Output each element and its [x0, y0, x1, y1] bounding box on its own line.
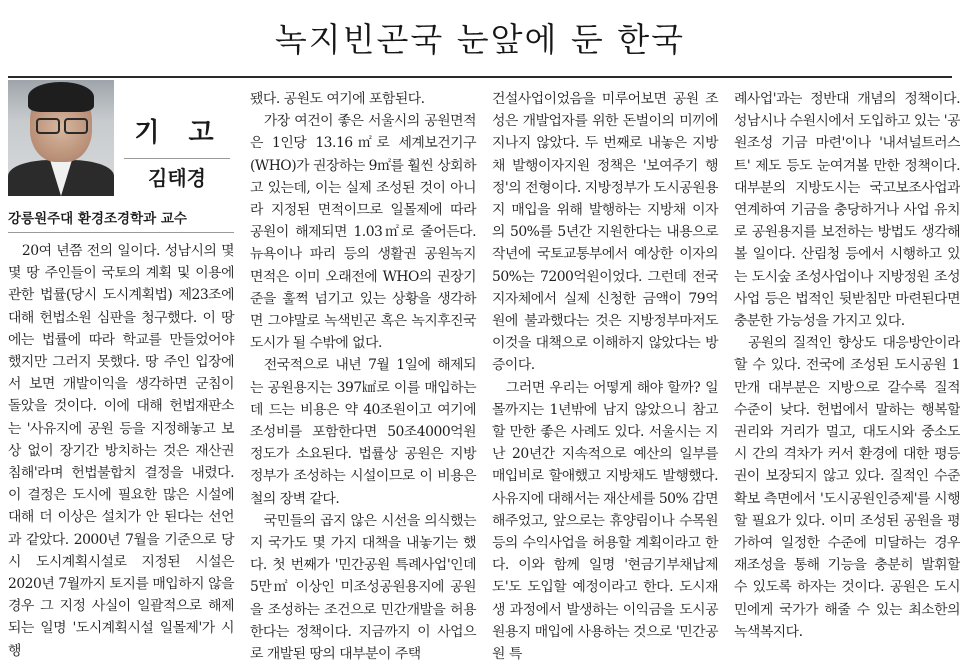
article-column-4 [734, 88, 960, 643]
section-label: 기 고 [134, 118, 224, 148]
portrait-hair [28, 82, 94, 112]
paragraph: 국민들의 곱지 않은 시선을 의식했는지 국가도 몇 가지 대책을 내놓기는 했다. 첫 번째가 '민간공원 특례사업'인데 5만㎡ 이상인 미조성공원용지에 공원을 조성하는 조건으로 민간개발을 허용한다는 정책이다. 지금까지 이 사업으로 개발된 땅의 대부분이 주택 [250, 512, 476, 663]
byline-divider [124, 158, 230, 159]
article-column-2 [250, 88, 476, 665]
headline-divider [8, 76, 952, 78]
paragraph: 됐다. 공원도 여기에 포함된다. [250, 91, 425, 107]
paragraph: 례사업'과는 정반대 개념의 정책이다. 성남시나 수원시에서 도입하고 있는 '공원조성 기금 마련'이나 '내셔널트러스트' 제도 등도 눈여겨볼 만한 정책이다. 대부분의 지방도시는 국고보조사업과 연계하여 기금을 충당하거나 사업 유치로 공원용지를 보전하는 방법도 생각해볼 일이다. 산림청 등에서 시행하고 있는 도시숲 조성사업이나 지방정원 조성사업 등은 법적인 뒷받침만 마련된다면 충분한 가능성을 가지고 있다. [734, 91, 960, 330]
paragraph: 건설사업이었음을 미루어보면 공원 조성은 개발업자를 위한 돈벌이의 미끼에 지나지 않았다. 두 번째로 내놓은 지방채 발행이자지원 정책은 '보여주기 행정'의 전형이다. 지방정부가 도시공원용지 매입을 위해 발행하는 지방채 이자의 50%를 5년간 지원한다는 내용으로 작년에 국토교통부에서 예상한 이자의 50%는 7200억원이었다. 그런데 전국 지자체에서 실제 신청한 금액이 79억원에 불과했다는 것은 지방정부마저도 이것을 대책으로 이해하지 않았다는 방증이다. [492, 91, 718, 374]
portrait-glasses [36, 118, 88, 132]
author-affiliation: 강릉원주대 환경조경학과 교수 [8, 211, 187, 227]
article-column-1 [8, 240, 234, 662]
paragraph: 전국적으로 내년 7월 1일에 해제되는 공원용지는 397㎢로 이를 매입하는 데 드는 비용은 약 40조원이고 여기에 조성비를 포함한다면 50조4000억원 정도가 소요된다. 법률상 공원은 지방정부가 조성하는 시설이므로 이 비용은 철의 장벽 같다. [250, 357, 476, 507]
article-column-3 [492, 88, 718, 665]
author-portrait [8, 80, 114, 196]
paragraph: 공원의 질적인 향상도 대응방안이라 할 수 있다. 전국에 조성된 도시공원 1만개 대부분은 지방으로 갈수록 질적 수준이 낮다. 헌법에서 말하는 행복할 권리와 거리가 멀고, 대도시와 중소도시 간의 격차가 커서 환경에 대한 평등권이 보장되지 않고 있다. 질적인 수준 확보 측면에서 '도시공원인증제'를 시행할 필요가 있다. 이미 조성된 공원을 평가하여 일정한 수준에 미달하는 경우 재조성을 통해 기능을 충분히 발휘할 수 있도록 하자는 것이다. 공원은 도시민에게 국가가 해줄 수 있는 최소한의 녹색복지다. [734, 335, 960, 640]
author-name: 김태경 [148, 166, 206, 190]
paragraph: 20여 년쯤 전의 일이다. 성남시의 몇몇 땅 주인들이 국토의 계획 및 이용에 관한 법률(당시 도시계획법) 제23조에 대해 헌법소원 심판을 청구했다. 이 땅에는 법률에 따라 학교를 만들었어야 했지만 그러지 못했다. 땅 주인 입장에서 보면 개발이익을 생각하면 군침이 돌았을 것이다. 이에 대해 헌법재판소는 '사유지에 공원 등을 지정해놓고 보상 없이 장기간 방치하는 것은 재산권 침해'라며 헌법불합치 결정을 내렸다. 이 결정은 도시에 필요한 많은 시설에 대해 더 이상은 설치가 안 된다는 선언과 같았다. 2000년 7월을 기준으로 당시 도시계획시설로 지정된 시설은 2020년 7월까지 토지를 매입하지 않을 경우 그 지정 사실이 일괄적으로 해제되는 일명 '도시계획시설 일몰제'가 시행 [8, 243, 234, 659]
paragraph: 그러면 우리는 어떻게 해야 할까? 일몰까지는 1년밖에 남지 않았으니 참고할 만한 좋은 사례도 있다. 서울시는 지난 20년간 지속적으로 예산의 일부를 매입비로 할애했고 지방채도 발행했다. 사유지에 대해서는 재산세를 50% 감면해주었고, 앞으로는 휴양림이나 수목원 등의 수익사업을 허용할 계획이라고 한다. 이와 함께 일명 '현금기부채납제도'도 도입할 예정이라고 한다. 도시재생 과정에서 발생하는 이익금을 도시공원용지 매입에 사용하는 것으로 '민간공원 특 [492, 379, 718, 663]
headline: 녹지빈곤국 눈앞에 둔 한국 [274, 20, 686, 59]
paragraph: 가장 여건이 좋은 서울시의 공원면적은 1인당 13.16㎡로 세계보건기구(WHO)가 권장하는 9㎡를 훨씬 상회하고 있는데, 이는 실제 조성된 것이 아니라 지정된 면적이므로 일몰제에 따라 공원이 해제되면 1.03㎡로 줄어든다. 뉴욕이나 파리 등의 생활권 공원녹지 면적은 이미 오래전에 WHO의 권장기준을 훌쩍 넘기고 있는 상황을 생각하면 그야말로 녹색빈곤 혹은 녹지후진국 도시가 될 수밖에 없다. [250, 113, 476, 352]
affiliation-divider [8, 232, 234, 233]
